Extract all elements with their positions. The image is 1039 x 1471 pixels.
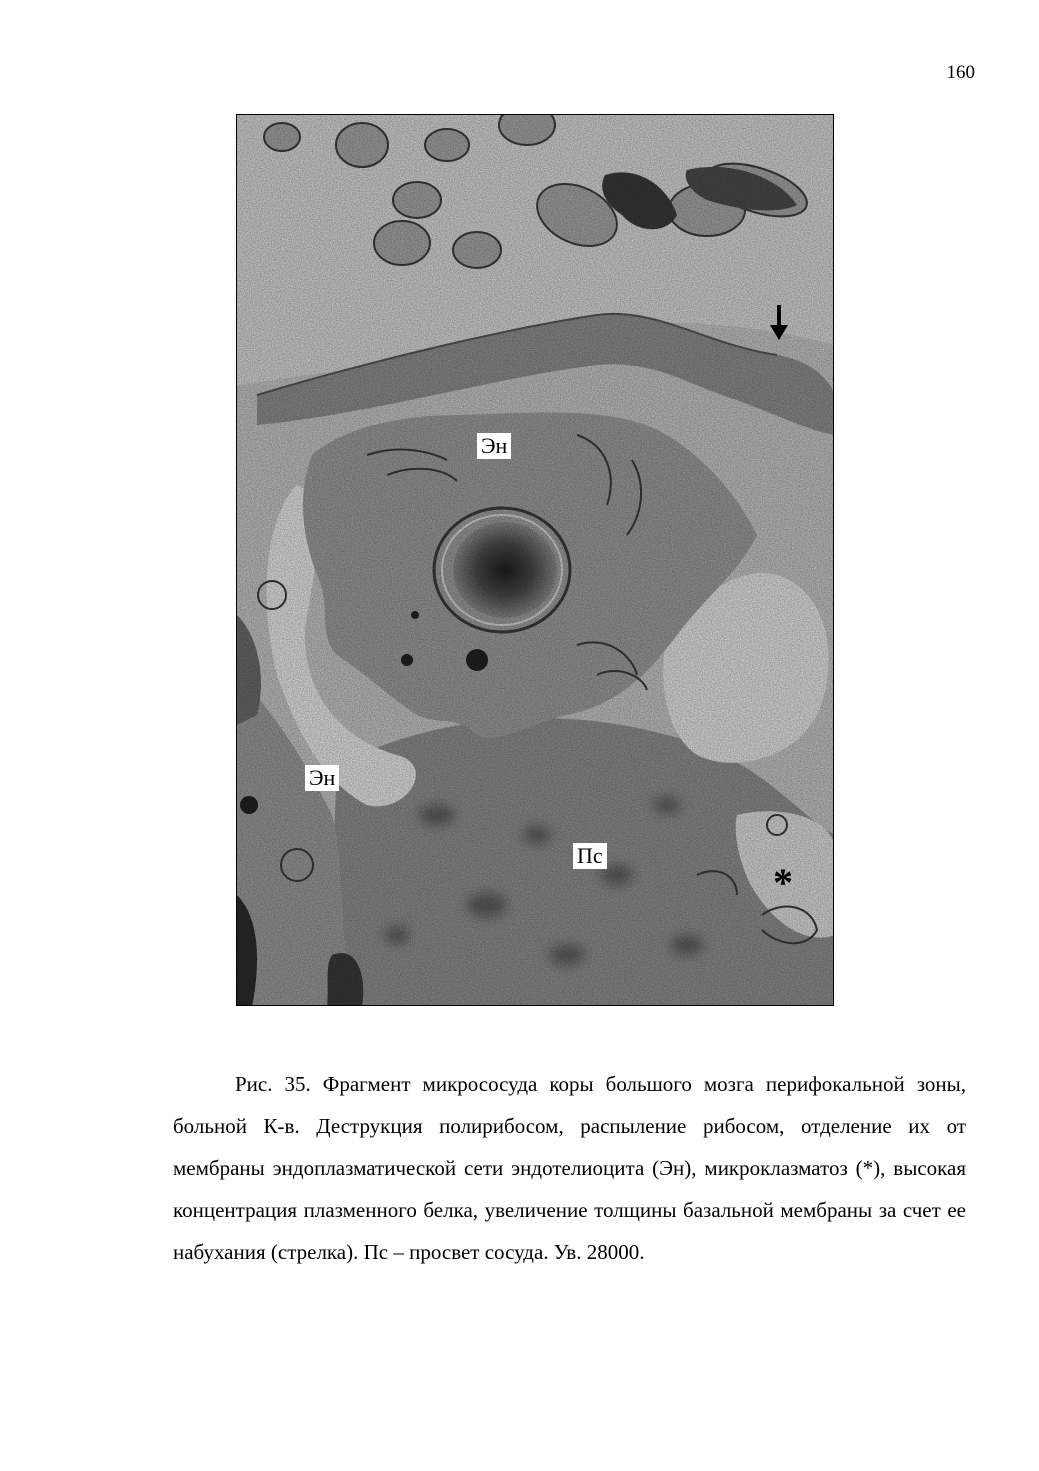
micrograph-figure	[236, 114, 834, 1006]
label-endotheliocyte-top: Эн	[477, 433, 511, 459]
label-endotheliocyte-left: Эн	[305, 765, 339, 791]
electron-micrograph	[237, 115, 834, 1006]
label-vessel-lumen: Пс	[573, 843, 607, 869]
arrow-down-icon	[769, 305, 789, 341]
asterisk-marker: *	[773, 860, 793, 905]
figure-caption: Рис. 35. Фрагмент микрососуда коры большого мозга перифокальной зоны, больной К-в. Деструкция полирибосом, распыление рибосом, отделение их от мембраны эндоплазматической сети эндотелиоцита (Эн), микроклазматоз (*), высокая концентрация плазменного белка, увеличение толщины базальной мембраны за счет ее набухания (стрелка). Пс – просвет сосуда. Ув. 28000.	[173, 1072, 966, 1264]
page-number: 160	[946, 62, 975, 83]
